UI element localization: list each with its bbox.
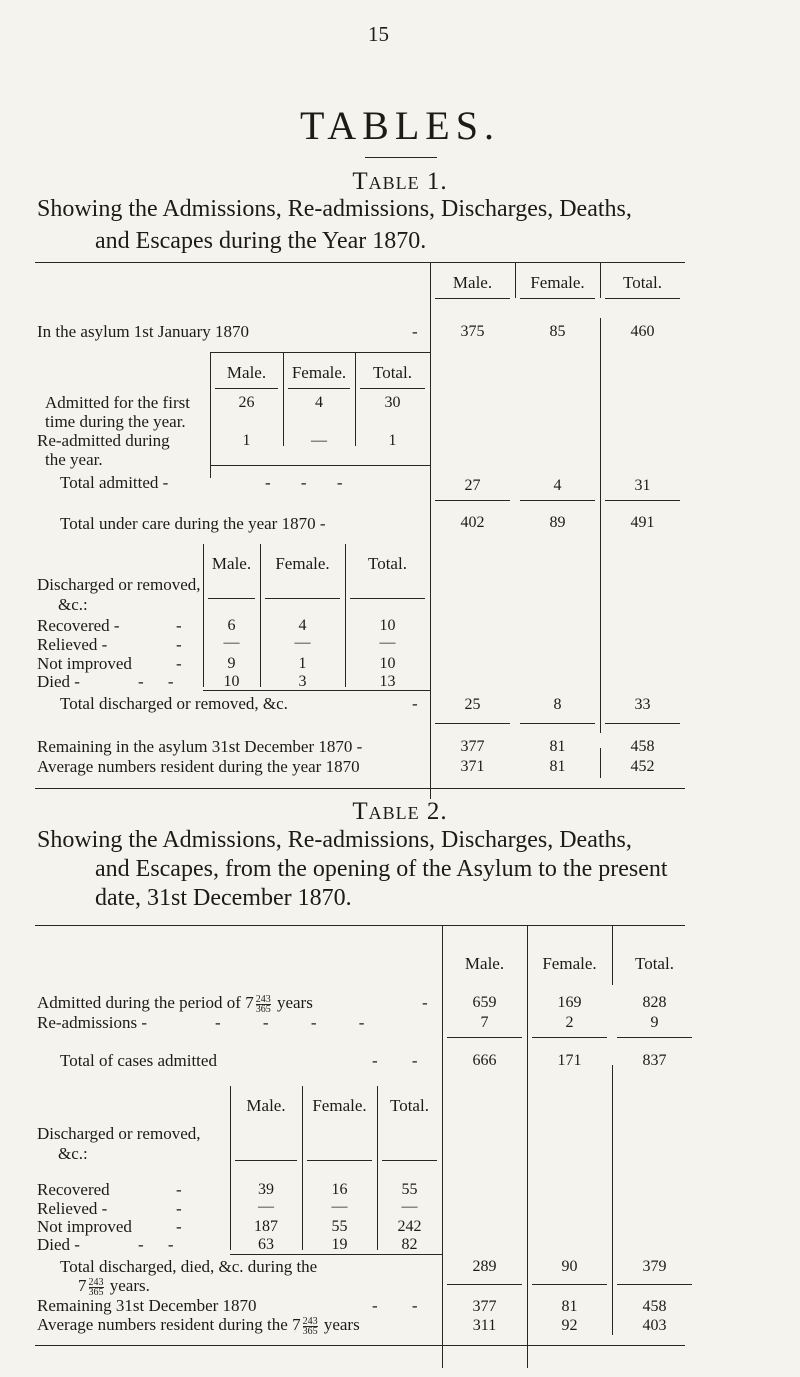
table2-total-discharged-female: 90 xyxy=(561,1258,578,1275)
header-rule xyxy=(208,598,255,599)
leader-dash: - xyxy=(176,1180,182,1199)
table2-admitted-period-male: 659 xyxy=(472,994,497,1011)
sum-rule xyxy=(447,1284,522,1285)
row-female: — xyxy=(294,634,311,651)
row-total: 13 xyxy=(379,673,396,690)
subtable-header-female: Female. xyxy=(291,363,347,382)
header-rule xyxy=(605,298,680,299)
admitted-first-male: 26 xyxy=(238,394,255,411)
table2-total-cases-total: 837 xyxy=(642,1052,667,1069)
row-male: 9 xyxy=(227,655,236,672)
table2-readmissions-male: 7 xyxy=(480,1014,489,1031)
label-text: 7 xyxy=(78,1276,87,1295)
leader-dash: - xyxy=(176,616,182,635)
table2-description-line1: Showing the Admissions, Re-admissions, Discharges, Deaths, xyxy=(37,827,632,853)
row-label: Died - xyxy=(37,672,80,691)
table2-readmissions-female: 2 xyxy=(565,1014,574,1031)
discharged-label-line2: &c.: xyxy=(58,595,88,614)
admitted-first-label-line2: time during the year. xyxy=(45,412,186,431)
table2-readmissions-total: 9 xyxy=(650,1014,659,1031)
sum-rule xyxy=(617,1037,692,1038)
sum-rule xyxy=(532,1284,607,1285)
leader-dashes: - - - - xyxy=(215,1013,365,1032)
leader-dash: - xyxy=(176,635,182,654)
table1-header-total: Total. xyxy=(623,273,662,292)
subtable-header-male: Male. xyxy=(246,1096,286,1115)
table2-header-male: Male. xyxy=(464,954,505,973)
row-male: — xyxy=(223,634,240,651)
sum-rule xyxy=(435,723,510,724)
sum-rule xyxy=(435,500,510,501)
row-total: 10 xyxy=(379,655,396,672)
table1-total-discharged-male: 25 xyxy=(464,696,481,713)
table2-top-rule xyxy=(35,925,685,926)
label-text: years xyxy=(323,1315,360,1334)
table1-in-asylum-male: 375 xyxy=(460,323,485,340)
sum-rule xyxy=(447,1037,522,1038)
subtable-header-male: Male. xyxy=(211,554,252,573)
subtable-header-total: Total. xyxy=(390,1096,429,1115)
readmitted-total: 1 xyxy=(388,432,397,449)
table2-total-discharged-total: 379 xyxy=(642,1258,667,1275)
subtable-bottom-rule xyxy=(230,1254,442,1255)
leader-dash: - xyxy=(176,654,182,673)
table1-average-female: 81 xyxy=(549,758,566,775)
row-label: Recovered - xyxy=(37,616,120,635)
table2-col-divider xyxy=(612,1065,613,1335)
table1-average-label: Average numbers resident during the year 1870 xyxy=(37,757,360,776)
table2-total-cases-male: 666 xyxy=(472,1052,497,1069)
table2-average-label xyxy=(37,1315,360,1336)
fraction xyxy=(303,1317,318,1336)
table1-total-under-care-female: 89 xyxy=(549,514,566,531)
subtable-bottom-rule xyxy=(203,690,430,691)
table2-total-discharged-label-line2 xyxy=(78,1276,150,1297)
table2-admitted-period-label xyxy=(37,993,313,1014)
row-male: 187 xyxy=(254,1218,278,1235)
table1-caption: Table 1. xyxy=(352,168,448,195)
fraction xyxy=(89,1278,104,1297)
leader-dash: - xyxy=(412,322,418,341)
table1-header-male: Male. xyxy=(452,273,493,292)
header-rule xyxy=(235,1160,297,1161)
discharged-label-line1: Discharged or removed, xyxy=(37,575,201,594)
leader-dash: - xyxy=(412,694,418,713)
label-text: Admitted during the period of 7 xyxy=(37,993,254,1012)
table2-readmissions-label: Re-admissions - xyxy=(37,1013,148,1032)
table2-remaining-female: 81 xyxy=(561,1298,578,1315)
admitted-first-total: 30 xyxy=(384,394,401,411)
header-rule xyxy=(265,598,340,599)
row-label: Relieved - xyxy=(37,635,108,654)
row-male: 6 xyxy=(227,617,236,634)
row-total: — xyxy=(379,634,396,651)
sum-rule xyxy=(532,1037,607,1038)
row-label: Recovered xyxy=(37,1180,110,1199)
leader-dash: - - xyxy=(138,1235,174,1254)
table2-total-discharged-label-line1: Total discharged, died, &c. during the xyxy=(60,1257,318,1276)
title-rule xyxy=(365,157,437,158)
row-total: 242 xyxy=(397,1218,422,1235)
table1-bottom-rule xyxy=(35,788,685,789)
row-female: 4 xyxy=(298,617,307,634)
sum-rule xyxy=(605,723,680,724)
subtable-bottom-rule xyxy=(210,465,430,466)
header-rule xyxy=(435,298,510,299)
table1-header-female: Female. xyxy=(530,273,585,292)
readmitted-male: 1 xyxy=(242,432,251,449)
sum-rule xyxy=(617,1284,692,1285)
table2-bottom-rule xyxy=(35,1345,685,1346)
table2-remaining-male: 377 xyxy=(472,1298,497,1315)
table2-total-discharged-male: 289 xyxy=(472,1258,497,1275)
table1-total-admitted-male: 27 xyxy=(464,477,481,494)
fraction-numerator: 243 xyxy=(302,1315,318,1327)
leader-dash: - xyxy=(176,1217,182,1236)
row-label: Not improved xyxy=(37,1217,132,1236)
table1-remaining-total: 458 xyxy=(630,738,655,755)
leader-dash: - xyxy=(176,1199,182,1218)
table1-total-admitted-total: 31 xyxy=(634,477,651,494)
header-rule xyxy=(307,1160,372,1161)
table2-header-total: Total. xyxy=(635,954,674,973)
subtable-header-female: Female. xyxy=(312,1096,367,1115)
table2-average-female: 92 xyxy=(561,1317,578,1334)
row-female: — xyxy=(331,1198,348,1215)
table2-remaining-total: 458 xyxy=(642,1298,667,1315)
fraction xyxy=(256,995,271,1014)
header-rule xyxy=(520,298,595,299)
table2-caption: Table 2. xyxy=(352,798,448,825)
subtable-header-total: Total. xyxy=(368,554,407,573)
subtable-header-male: Male. xyxy=(226,363,267,382)
table2-average-total: 403 xyxy=(642,1317,667,1334)
row-male: 39 xyxy=(258,1181,274,1198)
page-title: TABLES. xyxy=(300,103,500,148)
fraction-numerator: 243 xyxy=(88,1276,104,1288)
header-rule xyxy=(350,598,425,599)
table1-total-under-care-total: 491 xyxy=(630,514,655,531)
table1-total-under-care-label: Total under care during the year 1870 - xyxy=(60,514,326,533)
leader-dashes: - - xyxy=(372,1051,418,1070)
sum-rule xyxy=(520,723,595,724)
fraction-denominator: 365 xyxy=(255,1003,271,1015)
table1-remaining-male: 377 xyxy=(460,738,485,755)
row-label: Not improved xyxy=(37,654,132,673)
header-rule xyxy=(288,388,350,389)
fraction-denominator: 365 xyxy=(88,1286,104,1298)
row-female: 1 xyxy=(298,655,307,672)
label-text: years. xyxy=(109,1276,150,1295)
leader-dashes: - - - xyxy=(265,473,343,492)
table1-description-line1: Showing the Admissions, Re-admissions, Discharges, Deaths, xyxy=(37,196,632,222)
admitted-first-female: 4 xyxy=(315,394,323,411)
table1-in-asylum-total: 460 xyxy=(630,323,655,340)
table1-remaining-label: Remaining in the asylum 31st December 1870 - xyxy=(37,737,363,756)
row-total: 55 xyxy=(401,1181,418,1198)
table2-admitted-period-female: 169 xyxy=(557,994,582,1011)
table2-admitted-period-total: 828 xyxy=(642,994,667,1011)
readmitted-female: — xyxy=(311,432,327,449)
row-male: 10 xyxy=(223,673,240,690)
table1-total-under-care-male: 402 xyxy=(460,514,485,531)
row-total: 10 xyxy=(379,617,396,634)
leader-dashes: - - xyxy=(372,1296,418,1315)
row-male: 63 xyxy=(258,1236,274,1253)
row-label: Relieved - xyxy=(37,1199,108,1218)
table1-total-admitted-female: 4 xyxy=(553,477,562,494)
leader-dash: - - xyxy=(138,672,174,691)
table1-average-male: 371 xyxy=(460,758,485,775)
page-number: 15 xyxy=(368,22,389,46)
table1-total-discharged-female: 8 xyxy=(553,696,562,713)
table2-average-male: 311 xyxy=(472,1317,497,1334)
readmitted-label-line1: Re-admitted during xyxy=(37,431,170,450)
leader-dash: - xyxy=(422,993,428,1012)
row-male: — xyxy=(258,1198,274,1215)
table2-total-cases-label: Total of cases admitted xyxy=(60,1051,217,1070)
header-rule xyxy=(215,388,278,389)
table2-description-line3: date, 31st December 1870. xyxy=(95,885,352,911)
discharged-label-line1: Discharged or removed, xyxy=(37,1124,201,1143)
table1-total-admitted-label: Total admitted - xyxy=(60,473,169,492)
label-text: years xyxy=(276,993,313,1012)
table2-header-female: Female. xyxy=(542,954,597,973)
row-female: 19 xyxy=(331,1236,348,1253)
table1-total-discharged-label: Total discharged or removed, &c. xyxy=(60,694,288,713)
table1-description-line2: and Escapes during the Year 1870. xyxy=(95,228,427,254)
table1-average-total: 452 xyxy=(630,758,655,775)
sum-rule xyxy=(605,500,680,501)
readmitted-label-line2: the year. xyxy=(45,450,103,469)
table1-remaining-female: 81 xyxy=(549,738,566,755)
header-rule xyxy=(382,1160,437,1161)
fraction-denominator: 365 xyxy=(302,1325,318,1337)
admitted-first-label-line1: Admitted for the first xyxy=(45,393,190,412)
discharged-label-line2: &c.: xyxy=(58,1144,88,1163)
table1-in-asylum-label: In the asylum 1st January 1870 xyxy=(37,322,249,341)
header-rule xyxy=(360,388,425,389)
table2-total-cases-female: 171 xyxy=(557,1052,582,1069)
row-female: 3 xyxy=(298,673,307,690)
table1-in-asylum-female: 85 xyxy=(549,323,566,340)
table2-description-line2: and Escapes, from the opening of the Asylum to the present xyxy=(95,856,668,882)
fraction-numerator: 243 xyxy=(255,993,271,1005)
row-total: 82 xyxy=(401,1236,418,1253)
subtable-header-female: Female. xyxy=(275,554,330,573)
row-female: 16 xyxy=(331,1181,348,1198)
sum-rule xyxy=(520,500,595,501)
row-female: 55 xyxy=(331,1218,348,1235)
subtable-header-total: Total. xyxy=(373,363,412,382)
row-total: — xyxy=(401,1198,418,1215)
row-label: Died - xyxy=(37,1235,80,1254)
table2-remaining-label: Remaining 31st December 1870 xyxy=(37,1296,257,1315)
subtable-top-rule xyxy=(210,352,430,353)
label-text: Average numbers resident during the 7 xyxy=(37,1315,301,1334)
table1-total-discharged-total: 33 xyxy=(634,696,651,713)
table1-top-rule xyxy=(35,262,685,263)
